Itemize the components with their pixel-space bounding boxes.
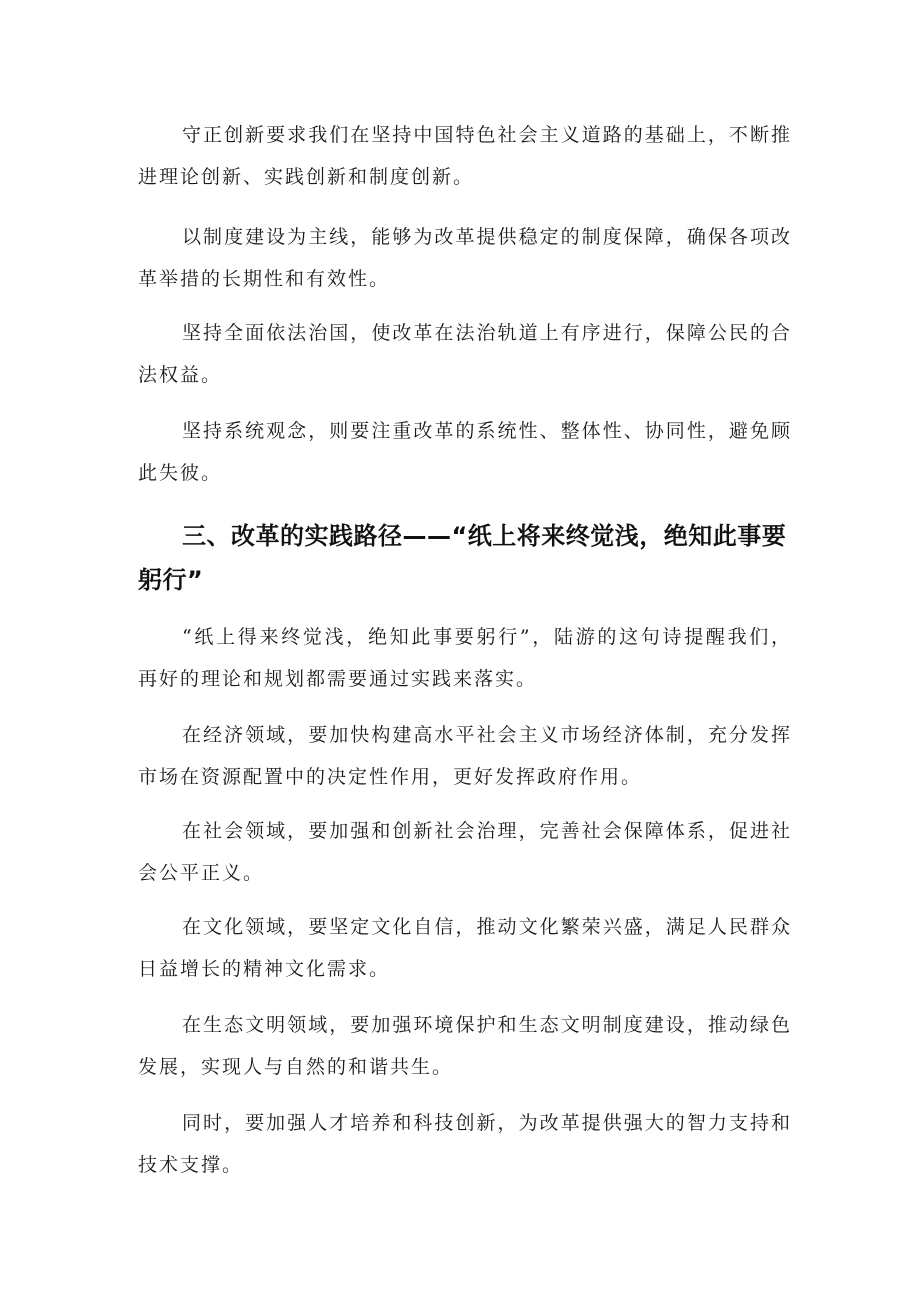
paragraph-lu-you-quote: “纸上得来终觉浅，绝知此事要躬行”，陆游的这句诗提醒我们，再好的理论和规划都需要通过实践来落实。 bbox=[138, 626, 792, 690]
section-heading: 三、改革的实践路径——“纸上将来终觉浅，绝知此事要躬行” bbox=[138, 522, 787, 594]
paragraph-society: 在社会领域，要加强和创新社会治理，完善社会保障体系，促进社会公平正义。 bbox=[138, 820, 792, 884]
paragraph-economy: 在经济领域，要加快构建高水平社会主义市场经济体制，充分发挥市场在资源配置中的决定性作用，更好发挥政府作用。 bbox=[138, 724, 792, 788]
paragraph-innovation: 守正创新要求我们在坚持中国特色社会主义道路的基础上，不断推进理论创新、实践创新和制度创新。 bbox=[138, 124, 792, 188]
paragraph-ecology: 在生态文明领域，要加强环境保护和生态文明制度建设，推动绿色发展，实现人与自然的和谐共生。 bbox=[138, 1014, 792, 1078]
paragraph-rule-of-law: 坚持全面依法治国，使改革在法治轨道上有序进行，保障公民的合法权益。 bbox=[138, 322, 792, 386]
paragraph-talent-tech: 同时，要加强人才培养和科技创新，为改革提供强大的智力支持和技术支撑。 bbox=[138, 1112, 792, 1176]
paragraph-culture: 在文化领域，要坚定文化自信，推动文化繁荣兴盛，满足人民群众日益增长的精神文化需求。 bbox=[138, 916, 792, 980]
paragraph-institution: 以制度建设为主线，能够为改革提供稳定的制度保障，确保各项改革举措的长期性和有效性。 bbox=[138, 226, 792, 290]
paragraph-system-view: 坚持系统观念，则要注重改革的系统性、整体性、协同性，避免顾此失彼。 bbox=[138, 420, 792, 484]
